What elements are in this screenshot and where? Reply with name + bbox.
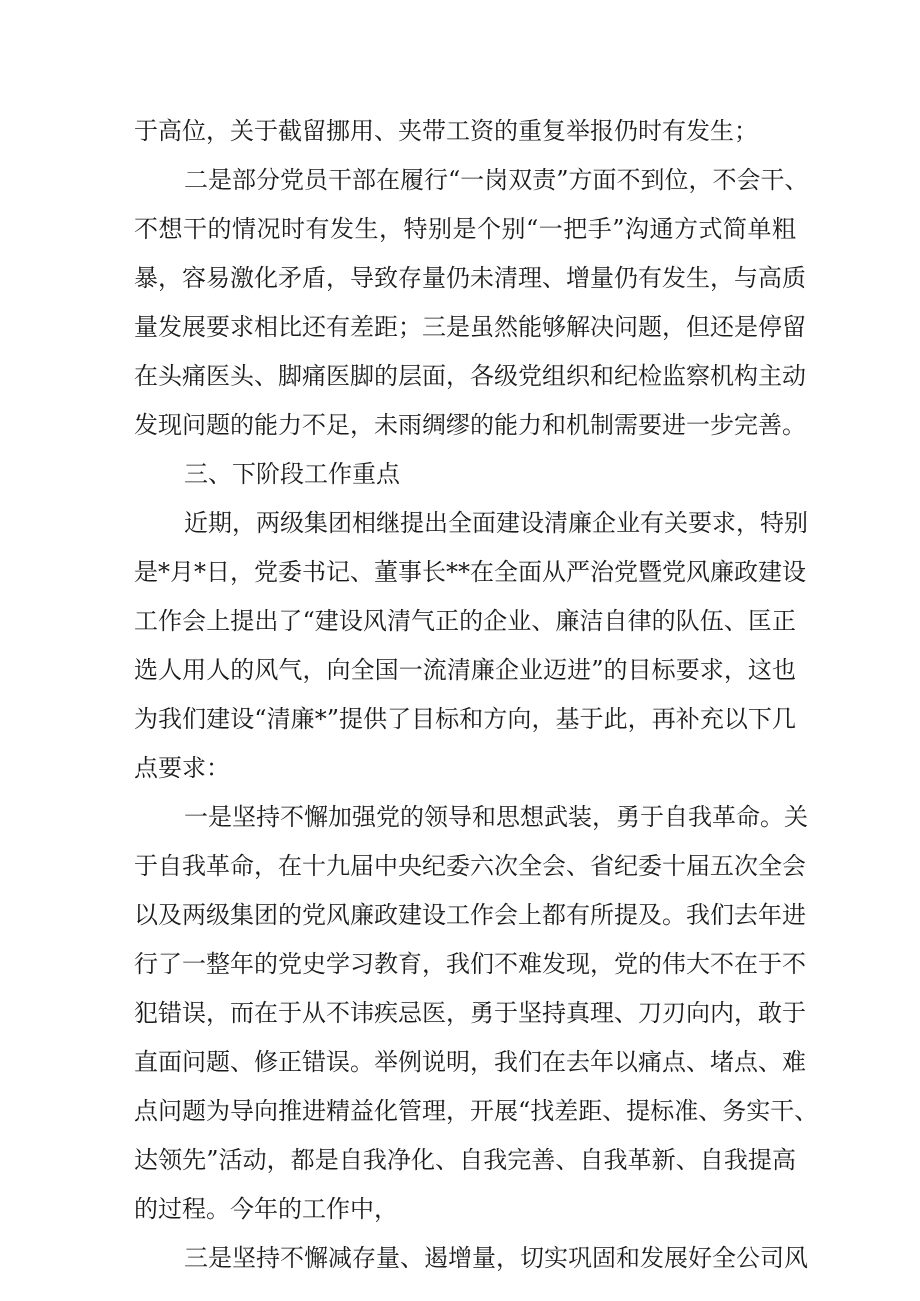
text-line: 点问题为导向推进精益化管理，开展“找差距、提标准、务实干、 xyxy=(134,1097,819,1125)
text-line: 于高位，关于截留挪用、夹带工资的重复举报仍时有发生； xyxy=(134,117,758,145)
text-line: 一是坚持不懈加强党的领导和思想武装，勇于自我革命。关 xyxy=(184,803,808,831)
text-line: 于自我革命，在十九届中央纪委六次全会、省纪委十届五次全会 xyxy=(134,852,806,880)
text-line: 工作会上提出了“建设风清气正的企业、廉洁自律的队伍、匡正 xyxy=(134,607,796,635)
text-line: 的过程。今年的工作中， xyxy=(134,1195,398,1223)
text-line: 直面问题、修正错误。举例说明，我们在去年以痛点、堵点、难 xyxy=(134,1048,806,1076)
text-line: 不想干的情况时有发生，特别是个别“一把手”沟通方式简单粗 xyxy=(134,215,796,243)
text-line: 二是部分党员干部在履行“一岗双责”方面不到位，不会干、 xyxy=(184,166,809,194)
text-line: 三是坚持不懈减存量、遏增量，切实巩固和发展好全公司风 xyxy=(184,1244,808,1272)
text-line: 近期，两级集团相继提出全面建设清廉企业有关要求，特别 xyxy=(184,509,808,537)
text-line: 为我们建设“清廉*”提供了目标和方向，基于此，再补充以下几 xyxy=(134,705,796,733)
text-line: 是*月*日，党委书记、董事长**在全面从严治党暨党风廉政建设 xyxy=(134,558,806,586)
text-line: 行了一整年的党史学习教育，我们不难发现，党的伟大不在于不 xyxy=(134,950,806,978)
text-line: 发现问题的能力不足，未雨绸缪的能力和机制需要进一步完善。 xyxy=(134,411,806,439)
text-line: 犯错误，而在于从不讳疾忌医，勇于坚持真理、刀刃向内，敢于 xyxy=(134,999,806,1027)
text-line: 达领先”活动，都是自我净化、自我完善、自我革新、自我提高 xyxy=(134,1146,796,1174)
section-heading: 三、下阶段工作重点 xyxy=(184,460,400,488)
text-line: 点要求： xyxy=(134,754,230,782)
document-body xyxy=(134,107,819,1283)
text-line: 在头痛医头、脚痛医脚的层面，各级党组织和纪检监察机构主动 xyxy=(134,362,806,390)
text-line: 暴，容易激化矛盾，导致存量仍未清理、增量仍有发生，与高质 xyxy=(134,264,806,292)
text-line: 选人用人的风气，向全国一流清廉企业迈进”的目标要求，这也 xyxy=(134,656,796,684)
text-line: 以及两级集团的党风廉政建设工作会上都有所提及。我们去年进 xyxy=(134,901,806,929)
text-line: 量发展要求相比还有差距；三是虽然能够解决问题，但还是停留 xyxy=(134,313,806,341)
